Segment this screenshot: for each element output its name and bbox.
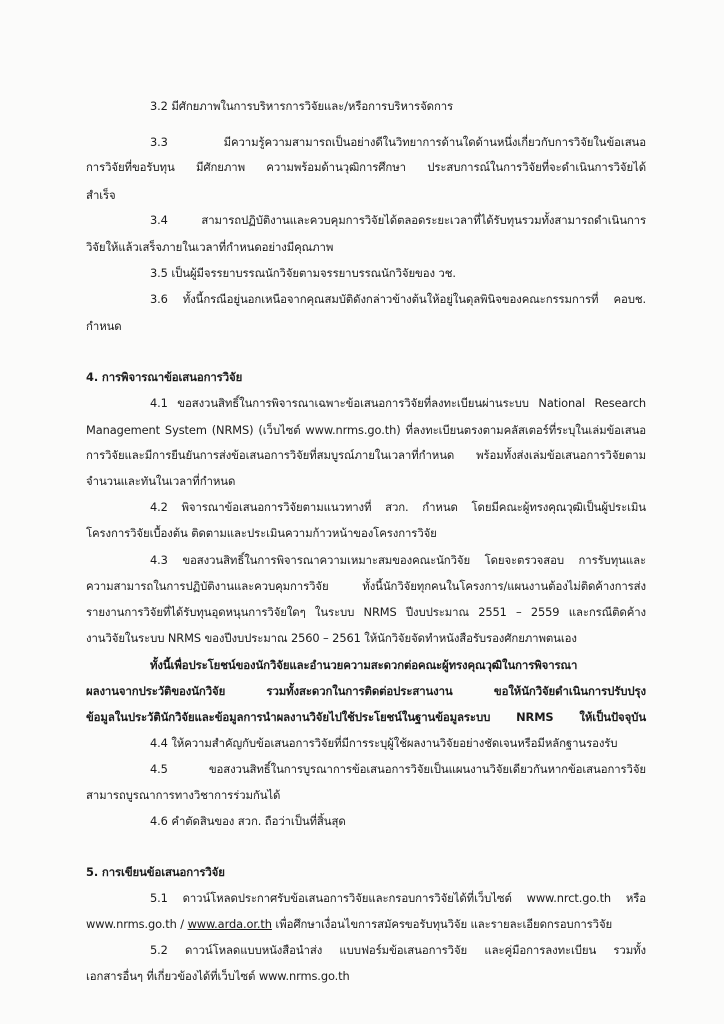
item-4-5-line-1: 4.5 ขอสงวนสิทธิ์ในการบูรณาการข้อเสนอการวิจัยเป็นแผนงานวิจัยเดียวกันหากข้อเสนอการวิจัย xyxy=(150,762,646,776)
section-5-heading: 5. การเขียนข้อเสนอการวิจัย xyxy=(86,865,225,879)
item-3-6-line-1: 3.6 ทั้งนี้กรณีอยู่นอกเหนือจากคุณสมบัติดังกล่าวข้างต้นให้อยู่ในดุลพินิจของคณะกรรมการที่ คอบช. xyxy=(150,292,646,306)
item-3-4-line-1: 3.4 สามารถปฏิบัติงานและควบคุมการวิจัยได้ตลอดระยะเวลาที่ได้รับทุนรวมทั้งสามารถดำเนินการ xyxy=(150,213,646,227)
item-4-3-line-3: รายงานการวิจัยที่ได้รับทุนอุดหนุนการวิจัยใดๆ ในระบบ NRMS ปีงบประมาณ 2551 – 2559 และกรณีติดค้าง xyxy=(86,605,646,619)
item-4-3-line-2: ความสามารถในการปฏิบัติงานและควบคุมการวิจัย ทั้งนี้นักวิจัยทุกคนในโครงการ/แผนงานต้องไม่ติดค้างการส่ง xyxy=(86,579,646,593)
item-3-6-line-2: กำหนด xyxy=(86,319,122,333)
item-4-1-line-4: จำนวนและทันในเวลาที่กำหนด xyxy=(86,474,236,488)
item-5-1-line-2 xyxy=(86,916,612,932)
item-5-1-text-a: www.nrms.go.th / xyxy=(86,917,188,931)
item-3-2: 3.2 มีศักยภาพในการบริหารการวิจัยและ/หรือการบริหารจัดการ xyxy=(150,99,454,113)
note-line-3: ข้อมูลในประวัตินักวิจัยและข้อมูลการนำผลงานวิจัยไปใช้ประโยชน์ในฐานข้อมูลระบบ NRMS ให้เป็นปัจจุบัน xyxy=(86,710,646,724)
item-5-1-text-b: เพื่อศึกษาเงื่อนไขการสมัครขอรับทุนวิจัย และรายละเอียดกรอบการวิจัย xyxy=(271,917,613,931)
item-3-3-line-2: การวิจัยที่ขอรับทุน มีศักยภาพ ความพร้อมด้านวุฒิการศึกษา ประสบการณ์ในการวิจัยที่จะดำเนินการวิจัยได้ xyxy=(86,160,646,174)
item-4-4: 4.4 ให้ความสำคัญกับข้อเสนอการวิจัยที่มีการระบุผู้ใช้ผลงานวิจัยอย่างชัดเจนหรือมีหลักฐานรองรับ xyxy=(150,736,618,750)
item-3-3-line-1: 3.3 มีความรู้ความสามารถเป็นอย่างดีในวิทยาการด้านใดด้านหนึ่งเกี่ยวกับการวิจัยในข้อเสนอ xyxy=(150,135,646,149)
item-3-4-line-2: วิจัยให้แล้วเสร็จภายในเวลาที่กำหนดอย่างมีคุณภาพ xyxy=(86,240,334,254)
item-4-1-line-3: การวิจัยและมีการยืนยันการส่งข้อเสนอการวิจัยที่สมบูรณ์ภายในเวลาที่กำหนด พร้อมทั้งส่งเล่มข้อเสนอการวิจัยตาม xyxy=(86,448,646,462)
item-4-5-line-2: สามารถบูรณาการทางวิชาการร่วมกันได้ xyxy=(86,788,281,802)
item-5-2-line-2: เอกสารอื่นๆ ที่เกี่ยวข้องได้ที่เว็บไซต์ www.nrms.go.th xyxy=(86,969,350,983)
item-5-1-line-1: 5.1 ดาวน์โหลดประกาศรับข้อเสนอการวิจัยและกรอบการวิจัยได้ที่เว็บไซต์ www.nrct.go.th หรือ xyxy=(150,891,646,905)
item-5-2-line-1: 5.2 ดาวน์โหลดแบบหนังสือนำส่ง แบบฟอร์มข้อเสนอการวิจัย และคู่มือการลงทะเบียน รวมทั้ง xyxy=(150,943,646,957)
item-4-1-line-2: Management System (NRMS) (เว็บไซต์ www.nrms.go.th) ที่ลงทะเบียนตรงตามคลัสเตอร์ที่ระบุในเล่มข้อเสนอ xyxy=(86,423,646,437)
section-4-heading: 4. การพิจารณาข้อเสนอการวิจัย xyxy=(86,370,243,384)
note-line-2: ผลงานจากประวัติของนักวิจัย รวมทั้งสะดวกในการติดต่อประสานงาน ขอให้นักวิจัยดำเนินการปรับปรุง xyxy=(86,684,646,698)
note-line-1: ทั้งนี้เพื่อประโยชน์ของนักวิจัยและอำนวยความสะดวกต่อคณะผู้ทรงคุณวุฒิในการพิจารณา xyxy=(150,658,578,672)
item-4-3-line-4: งานวิจัยในระบบ NRMS ของปีงบประมาณ 2560 – 2561 ให้นักวิจัยจัดทำหนังสือรับรองศักยภาพตนเอง xyxy=(86,631,577,645)
item-3-5: 3.5 เป็นผู้มีจรรยาบรรณนักวิจัยตามจรรยาบรรณนักวิจัยของ วช. xyxy=(150,266,456,280)
item-4-6: 4.6 คำตัดสินของ สวก. ถือว่าเป็นที่สิ้นสุด xyxy=(150,814,346,828)
item-4-2-line-2: โครงการวิจัยเบื้องต้น ติดตามและประเมินความก้าวหน้าของโครงการวิจัย xyxy=(86,526,437,540)
item-4-3-line-1: 4.3 ขอสงวนสิทธิ์ในการพิจารณาความเหมาะสมของคณะนักวิจัย โดยจะตรวจสอบ การรับทุนและ xyxy=(150,553,646,567)
arda-link[interactable]: www.arda.or.th xyxy=(187,917,272,931)
item-4-1-line-1: 4.1 ขอสงวนสิทธิ์ในการพิจารณาเฉพาะข้อเสนอการวิจัยที่ลงทะเบียนผ่านระบบ National Research xyxy=(150,396,646,410)
item-3-3-line-3: สำเร็จ xyxy=(86,188,116,202)
item-4-2-line-1: 4.2 พิจารณาข้อเสนอการวิจัยตามแนวทางที่ สวก. กำหนด โดยมีคณะผู้ทรงคุณวุฒิเป็นผู้ประเมิน xyxy=(150,500,646,514)
